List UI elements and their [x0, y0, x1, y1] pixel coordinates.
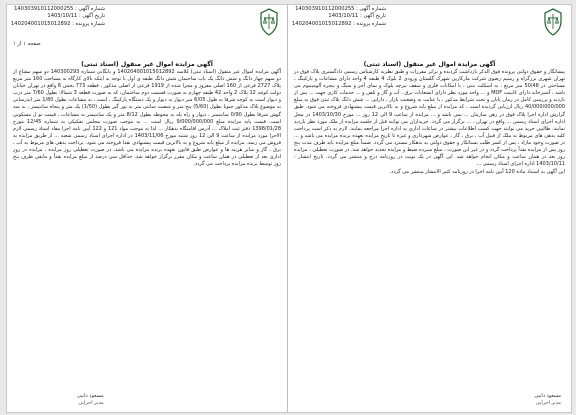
case-number: شماره پرونده : 140204001015012892 [11, 20, 105, 27]
left-column [7, 5, 288, 412]
page-number: صفحه ۱ از ۱ [13, 41, 41, 47]
ad-number: شماره آگهی : 140303910112000255 [14, 6, 105, 12]
right-body: پیشانگار و حقوق دولتی پرونده فوق الذکر بازداشت گردیده و برابر مقررات و طبق نظریه کارشناس رسمی دادگستری پلاک فوق در تهران شهری بزرگراه و رسیم رضوی شرکت مارکارین شهرک گلستان ورودی 2 بلوک 4 طبقه 4 واحد دارای مشاعات و پارکینگ ، مساحتی در 50/48 متر مربع ، به اسکلت بتنی ، با امکانات فلزی و سقف تیرچه بلوک و نمای آجر و سنگ و پنجره آلومینیوم می باشد ، آشپزخانه دارای کابینت MDF و ... واحد مورد نظر دارای انشعابات برق ، آب و گاز و تلفن و ... خدمات کاری جهت ... پس از بازدید و بررسی کامل در زمان پایان و تحت شرایط مذکور ، با عنایت به وضعیت بازار ، دارایی ... شش دانگ پلاک ثبتی فوق به مبلغ 40/000/000/000 ریال ارزیابی گردیده است ، که مزایده از مبلغ پایه شروع و به بالاترین قیمت پیشنهادی فروخته می شود. طبق گزارش اداره اجرا پلاک فوق در رهن سازمان ... نمی باشد و ... مزایده از ساعت 9 الی 12 روز ... مورخ 1403/10/30 در محل اداره اجرای اسناد رسمی ... واقع در تهران ، ... برگزار می گردد. خریداران می توانند قبل از جلسه مزایده از ملک مورد نظر بازدید نمایند. طالبین خرید می توانند جهت کسب اطلاعات بیشتر در ساعات اداری به اداره اجرا مراجعه نمایند. لازم به ذکر است پرداخت کلیه بدهی های مربوط به ملک از قبیل آب ، برق ، گاز ، عوارض شهرداری و غیره تا تاریخ مزایده بعهده برنده مزایده می باشد و ... در صورت وجود مازاد ، پس از کسر طلب بستانکار و حقوق دولتی به بدهکار مسترد می گردد. ضمناً مبلغ مزایده باید ظرف مدت پنج روز پس از مزایده نقداً پرداخت گردد و در غیر این صورت ، مبلغ سپرده ضبط و مزایده تجدید خواهد شد. در صورت تعطیلی ، مزایده روز بعد در همان ساعت و مکان انجام خواهد شد. این آگهی در یک نوبت در روزنامه درج و منتشر می گردد. تاریخ انتشار : 1403/10/11 اداره اجرای اسناد رسمی ... [294, 69, 565, 168]
right-footer-note: این آگهی به استناد ماده 120 آیین نامه اجرا در روزنامه کثیر الانتشار منتشر می گردد. [389, 169, 565, 176]
left-signature [77, 393, 104, 407]
ad-document [6, 4, 572, 413]
signer-title: مدیر اجرایی [535, 400, 561, 406]
left-meta [11, 6, 105, 28]
signer-title: مدیر اجرایی [78, 400, 104, 406]
left-title: آگهی مزایده اموال غیر منقول (اسناد ثبتی) [81, 61, 213, 68]
right-signature [534, 393, 561, 407]
right-header [288, 5, 571, 61]
judiciary-emblem-icon [541, 7, 565, 37]
ad-date: تاریخ آگهی : 1403/10/11 [47, 13, 105, 20]
ad-date: تاریخ آگهی : 1403/10/11 [328, 13, 386, 20]
ad-number: شماره آگهی : 140303910112000255 [295, 6, 386, 12]
judiciary-emblem-icon [257, 7, 281, 37]
right-column [288, 5, 571, 412]
right-meta [292, 6, 386, 28]
case-number: شماره پرونده : 140204001015012892 [292, 20, 386, 27]
left-header [7, 5, 287, 61]
left-body: آگهی مزایده اموال غیر منقول (اسناد ثبتی) کلاسه 140204001015012892 و بایگانی شماره 140300293 دو سهم مشاع از دو سهم چهار دانگ و شش دانگ یک باب ساختمان شش دانگ طبقه ی اول با توجه به اینکه بالای کارگاه به مساحت 160 متر مربع پلاک 2727 فرعی از 160 اصلی مفروز و مجزا شده از 1919 فرعی از اصلی مذکور ، قطعه 773 بخش 6 واقع در تهران خیابان دولت کوچه 12 پلاک 2 واحد 42 طبقه چهارم به صورت قسمت دوم ساختمان، که به صورت قطعه 3 شمالا: بطول 7/60 متر درب و دیوار است به کوچه شرقا به طول 6/05 متر دیوار به دیوار و یک دستگاه پارکینگ ، است ، به مشاعات بطول 1/80 متر اندرسانی به موضوع پلاک مذکور جنوبا بطول (5/60) پنج متر و شصت سانتی متر به نور گیر بطول (1/50) یک متر و پنجاه سانتیمتر ، به سه گوش شرقا بطول 0/90 سانتیمتر ، دیوار و راه پله به محوطه بطول 8/12 متر و یک سانتیمتر به مشاعات ، قیمت تو ل مسکونی است. قیمت پایه مزایده مبلغ 9/000/000/000 ریال است ... به موجب صورت مجلس تفکیکی به شماره 12/45 مورخ 1398/01/28 دفتر ثبت املاک ... آدرس اقامتگاه بدهکار ... لذا به موجب مواد 121 و 122 آیین نامه اجرا مفاد اسناد رسمی لازم الاجرا مورد مزایده از ساعت 9 الی 12 روز شنبه مورخ 1403/11/06 در اداره اجرای اسناد رسمی شعبه ... از طریق مزایده به فروش می رسد. مزایده از مبلغ پایه شروع و به بالاترین قیمت پیشنهادی نقدا فروخته می شود. پرداخت بدهی های مربوط به آب ، برق ، گاز و سایر هزینه ها و عوارض طبق قانون بعهده برنده مزایده می باشد. در صورت تعطیلی روز مزایده ، مزایده در روز اداری بعد از تعطیلی در همان ساعت و مکان مقرر برگزار خواهد شد. حداقل سی درصد از مبلغ مزایده نقداً و مابقی ظرف پنج روز توسط برنده مزایده پرداخت می گردد. [13, 69, 282, 168]
right-title: آگهی مزایده اموال غیر منقول (اسناد ثبتی) [363, 61, 496, 68]
signer-name: مسعود دانیی [534, 393, 561, 399]
signer-name: مسعود دانیی [77, 393, 104, 399]
